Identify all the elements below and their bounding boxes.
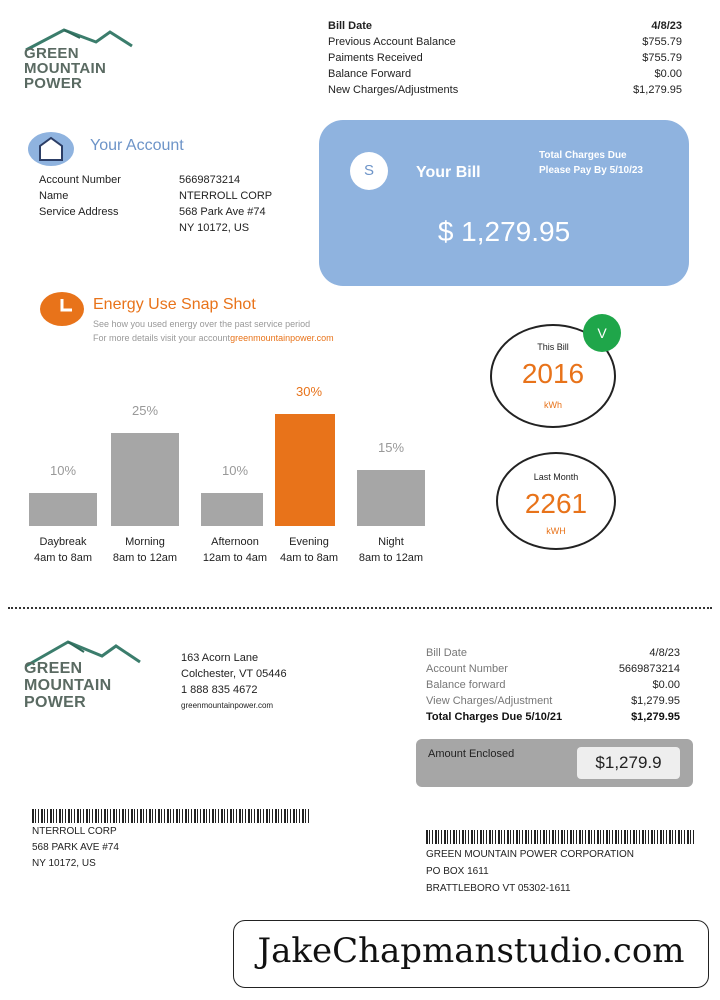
watermark-text: JakeChapmanstudio.com: [257, 931, 685, 971]
stub-total-value: $1,279.95: [631, 711, 680, 723]
address-line: 568 PARK AVE #74: [32, 842, 119, 853]
this-bill-unit: kWh: [544, 400, 562, 410]
sender-address: [32, 824, 119, 872]
bar-category-label: Morning: [125, 536, 165, 548]
watermark-box: [233, 920, 709, 988]
stub-value: $0.00: [652, 679, 680, 691]
bar-category-label: Night: [378, 536, 404, 548]
address-line: NY 10172, US: [32, 858, 96, 869]
account-value: NY 10172, US: [179, 222, 250, 234]
last-month-kwh: 2261: [524, 488, 588, 519]
stub-value: $1,279.95: [631, 695, 680, 707]
bill-amount: $ 1,279.95: [437, 216, 571, 247]
energy-details-text: For more details visit your account: [93, 333, 231, 343]
remit-address: [426, 846, 634, 897]
bar-category-label: Daybreak: [39, 536, 87, 548]
stub-summary: [426, 645, 680, 725]
barcode: [426, 830, 696, 844]
address-line: GREEN MOUNTAIN POWER CORPORATION: [426, 849, 634, 860]
your-bill-title: Your Bill: [416, 164, 481, 181]
account-label: [39, 220, 179, 236]
stub-total-row: [426, 709, 680, 725]
bar-time-range-label: 4am to 8am: [33, 552, 93, 564]
stub-value: 4/8/23: [649, 647, 680, 659]
account-label: Name: [39, 190, 69, 202]
chart-bar: [201, 493, 263, 526]
summary-row: [328, 34, 682, 50]
address-line: PO BOX 1611: [426, 866, 489, 877]
amount-enclosed-field[interactable]: $1,279.9: [577, 747, 680, 779]
website-link[interactable]: greenmountainpower.com: [181, 701, 274, 710]
check-badge-icon: V: [583, 314, 621, 352]
amount-enclosed-box: [416, 739, 693, 787]
stub-total-label: Total Charges Due 5/10/21: [426, 711, 563, 723]
energy-subtitle: See how you used energy over the past service period: [93, 319, 311, 329]
bar-time-range-label: 12am to 4am: [202, 552, 268, 564]
summary-label: New Charges/Adjustments: [328, 84, 459, 96]
account-row: [39, 188, 319, 204]
company-logo: [24, 24, 144, 94]
account-value: 568 Park Ave #74: [179, 206, 266, 218]
account-value: NTERROLL CORP: [179, 190, 273, 202]
summary-value: $0.00: [654, 68, 682, 80]
account-value: 5669873214: [179, 174, 241, 186]
stub-label: View Charges/Adjustment: [426, 695, 553, 707]
this-bill-label: This Bill: [537, 342, 569, 352]
amount-enclosed-label: Amount Enclosed: [428, 748, 515, 760]
summary-row: [328, 18, 682, 34]
stub-value: 5669873214: [618, 663, 680, 675]
barcode: [32, 809, 310, 823]
stub-row: [426, 677, 680, 693]
summary-label: Bill Date: [328, 20, 373, 32]
address-line: NTERROLL CORP: [32, 826, 117, 837]
summary-row: [328, 50, 682, 66]
last-month-circle: [496, 452, 616, 550]
chart-bar: [275, 414, 335, 526]
logo-line-1: GREEN: [24, 45, 79, 62]
company-address: [181, 650, 287, 714]
stub-label: Bill Date: [426, 647, 467, 659]
bar-value-label: 10%: [49, 463, 77, 478]
bar-time-range-label: 4am to 8am: [279, 552, 339, 564]
summary-value: $1,279.95: [633, 84, 682, 96]
account-label: Service Address: [39, 206, 119, 218]
bar-value-label: 25%: [131, 403, 159, 418]
account-row: [39, 220, 319, 236]
summary-row: [328, 82, 682, 98]
energy-title: Energy Use Snap Shot: [93, 296, 256, 313]
stub-row: [426, 693, 680, 709]
stub-logo: [24, 636, 154, 716]
clock-icon: [40, 292, 84, 326]
summary-value: 4/8/23: [651, 20, 682, 32]
bar-time-range-label: 8am to 12am: [112, 552, 178, 564]
summary-label: Paiments Received: [328, 52, 423, 64]
last-month-unit: kWH: [546, 526, 566, 536]
logo-line-3: POWER: [24, 75, 83, 92]
chart-bar: [111, 433, 179, 526]
phone-number: 1 888 835 4672: [181, 684, 258, 696]
logo-line-2: MOUNTAIN: [24, 60, 107, 77]
last-month-label: Last Month: [533, 472, 579, 482]
logo-line-1: GREEN: [24, 660, 83, 677]
bar-value-label: 15%: [377, 440, 405, 455]
bar-time-range-label: 8am to 12am: [358, 552, 424, 564]
chart-bar: [29, 493, 97, 526]
summary-label: Previous Account Balance: [328, 36, 456, 48]
account-link[interactable]: greenmountainpower.com: [230, 333, 334, 343]
logo-line-3: POWER: [24, 694, 86, 711]
stub-row: [426, 645, 680, 661]
address-line: 163 Acorn Lane: [181, 652, 259, 664]
tear-line: [8, 607, 712, 609]
due-line-1: Total Charges Due: [539, 150, 627, 161]
account-row: [39, 172, 319, 188]
this-bill-kwh: 2016: [521, 358, 585, 389]
address-line: Colchester, VT 05446: [181, 668, 287, 680]
summary-value: $755.79: [642, 52, 682, 64]
summary-label: Balance Forward: [328, 68, 412, 80]
bill-summary: [328, 18, 682, 98]
bar-category-label: Afternoon: [211, 536, 259, 548]
account-label: Account Number: [39, 174, 121, 186]
summary-value: $755.79: [642, 36, 682, 48]
bar-value-label: 10%: [221, 463, 249, 478]
summary-row: [328, 66, 682, 82]
your-bill-card: [319, 120, 689, 286]
bar-category-label: Evening: [289, 536, 329, 548]
energy-usage-chart: [20, 380, 440, 570]
bar-value-label: 30%: [295, 384, 323, 399]
address-line: BRATTLEBORO VT 05302-1611: [426, 883, 571, 894]
stub-label: Balance forward: [426, 679, 506, 691]
logo-line-2: MOUNTAIN: [24, 677, 112, 694]
account-title: Your Account: [90, 137, 184, 154]
home-icon: [28, 132, 74, 166]
stub-row: [426, 661, 680, 677]
stub-label: Account Number: [426, 663, 508, 675]
dollar-icon: S: [350, 152, 388, 190]
account-row: [39, 204, 319, 220]
chart-bar: [357, 470, 425, 526]
due-line-2: Please Pay By 5/10/23: [539, 165, 643, 176]
